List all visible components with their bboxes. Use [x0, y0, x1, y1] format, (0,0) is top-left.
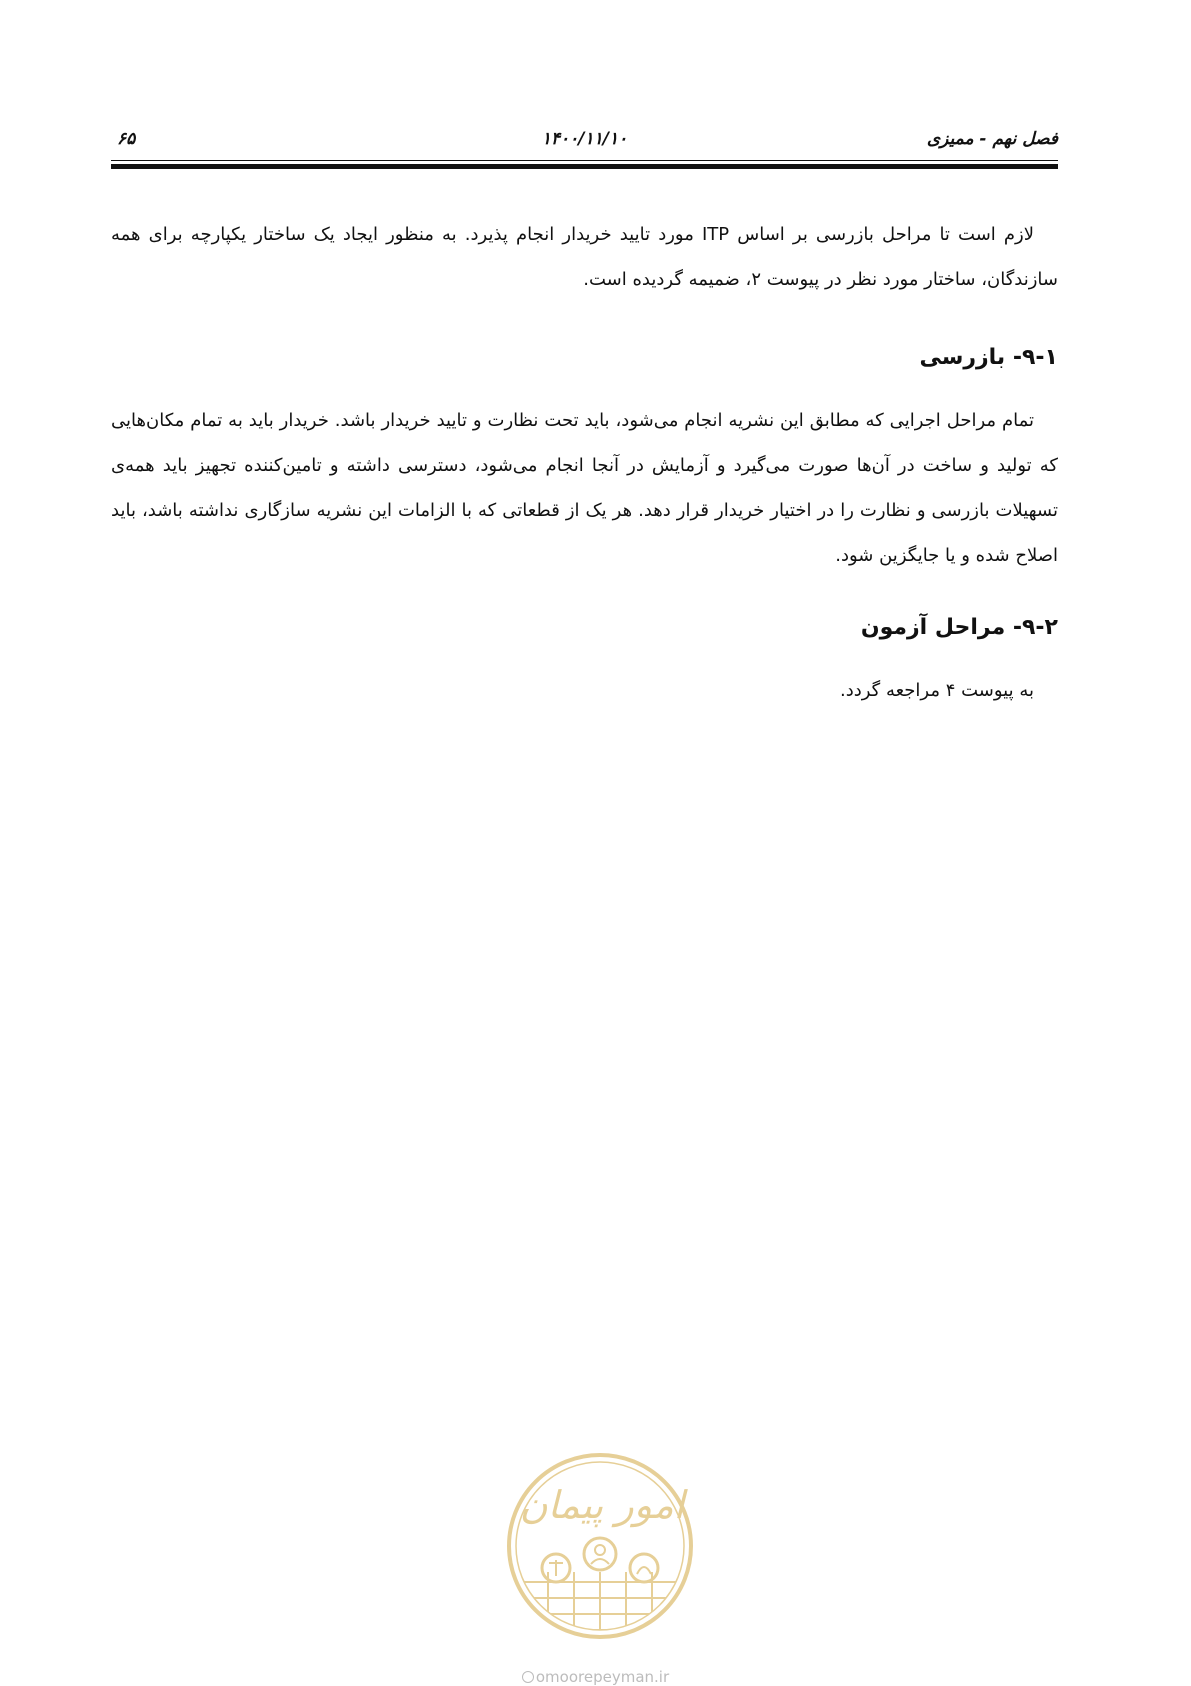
header-rule-thin [111, 160, 1058, 161]
tests-paragraph: به پیوست ۴ مراجعه گردد. [839, 680, 1034, 701]
section-heading-inspection: ۹-۱- بازرسی [919, 345, 1058, 370]
watermark-stamp-logo [506, 1452, 694, 1640]
watermark-url-text: omoorepeyman.ir [535, 1668, 670, 1686]
page-content [111, 212, 1058, 713]
intro-paragraph: لازم است تا مراحل بازرسی بر اساس ITP مورد تایید خریدار انجام پذیرد. به منظور ایجاد یک ساختار یکپارچه برای همه سازندگان، ساختار مورد نظر در پیوست ۲، ضمیمه گردیده است. [111, 224, 1058, 290]
page-number: ۶۵ [117, 129, 136, 149]
inspection-paragraph: تمام مراحل اجرایی که مطابق این نشریه انجام می‌شود، باید تحت نظارت و تایید خریدار باشد. خریدار باید به تمام مکان‌هایی که تولید و ساخت در آن‌ها صورت می‌گیرد و آزمایش در آنجا انجام می‌شود، دسترسی داشته و تامین‌کننده تجهیز باید همه‌ی تسهیلات بازرسی و نظارت را در اختیار خریدار قرار دهد. هر یک از قطعاتی که با الزامات این نشریه سازگاری نداشته باشد، باید اصلاح شده و یا جایگزین شود. [111, 410, 1058, 566]
page-header [111, 128, 1058, 150]
header-date: ۱۴۰۰/۱۱/۱۰ [541, 129, 628, 149]
globe-icon [522, 1671, 534, 1683]
section-heading-tests: ۹-۲- مراحل آزمون [860, 615, 1058, 640]
chapter-title: فصل نهم - ممیزی [926, 129, 1058, 149]
watermark-logo-text: امور پیمان [519, 1483, 685, 1527]
watermark-url [0, 1670, 1191, 1684]
header-rule-thick [111, 164, 1058, 169]
